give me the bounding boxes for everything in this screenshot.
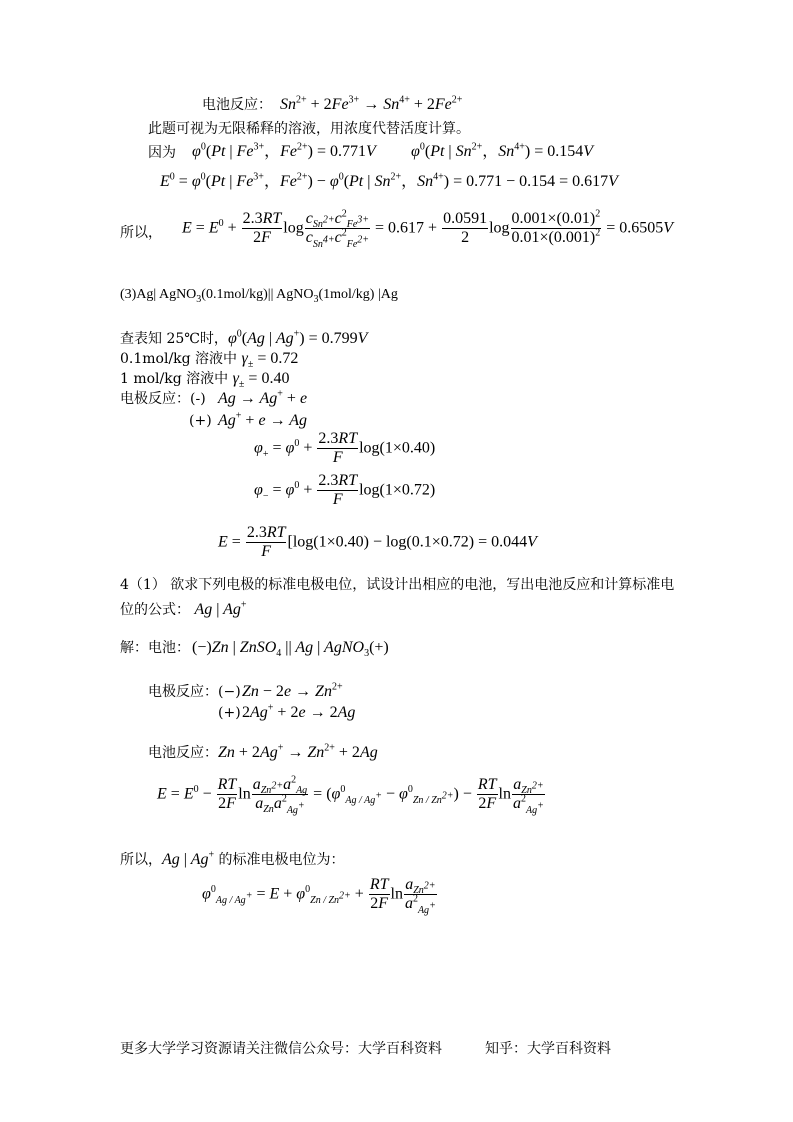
anode-reaction-ag: Ag → Ag+ + e — [218, 388, 308, 407]
standard-potential-intro: 所以，Ag | Ag+ 的标准电极电位为： — [120, 849, 345, 868]
because-label: 因为 — [148, 145, 176, 161]
cathode-reaction-ag: Ag+ + e → Ag — [218, 410, 308, 429]
phi-minus-equation: $\varphi_- = \varphi^0$ + $\frac{2.3RT}{F}$ log(1×0.72) — [254, 472, 436, 509]
ag-standard-potential-equation: $\varphi^0_{Ag / Ag^+} = E + \varphi^0_{Zn / Zn^{2+}}$ + $\frac{RT}{2F}$ ln $\frac{a_{Zn^{2+}}}{a^2_{Ag^+}}$ — [202, 876, 436, 916]
footer-zhihu: 知乎：大学百科资料 — [485, 1041, 611, 1057]
zn-ag-cell-reaction: $Zn + 2Ag^+ \to Zn^{2+} + 2Ag$ — [218, 742, 378, 761]
activity-coefficient-01: 0.1mol/kg 溶液中 $\gamma_\pm = 0.72$ — [120, 350, 299, 371]
footer-wechat: 更多大学学习资源请关注微信公众号：大学百科资料 — [120, 1041, 442, 1057]
zn-ag-cell-notation: (−)Zn | ZnSO$_4$ || Ag | AgNO$_3$(+) — [192, 639, 389, 660]
zn-electrode-label-pos: (+) — [218, 705, 241, 721]
cell-reaction-equation: $Sn^{2+} + 2Fe^{3+} \to Sn^{4+} + 2Fe^{2+}$ — [280, 94, 463, 113]
phi-plus-equation: $\varphi_+ = \varphi^0$ + $\frac{2.3RT}{F}$ log(1×0.40) — [254, 430, 436, 467]
electrode-reaction-label-neg: 电极反应：(-) — [120, 391, 206, 407]
cell-reaction-label: 电池反应： — [202, 97, 272, 113]
solution-cell-label: 解：电池： — [120, 640, 190, 656]
electrode-reaction-label-pos: (+) — [189, 413, 212, 429]
zn-ag-cell-reaction-label: 电池反应： — [148, 745, 218, 761]
question-4-1: 4（1） 欲求下列电极的标准电极电位，试设计出相应的电池，写出电池反应和计算标准电 — [120, 577, 675, 593]
therefore-label: 所以， — [120, 225, 162, 241]
table-lookup-line: 查表知 25℃时，$\varphi^0(Ag$ | Ag+) = 0.799V — [120, 328, 368, 347]
concentration-cell-emf: E = $\frac{2.3RT}{F}$ [log(1×0.40) − log(0.1×0.72) = 0.044V — [218, 524, 537, 561]
zn-ag-nernst-equation: $E = E^0$ − $\frac{RT}{2F}$ ln $\frac{a_{Zn^{2+}}a^2_{Ag}}{a_{Zn}a^2_{Ag^+}}$ = $(\varphi^0_{Ag / Ag^+} - \varphi^0_{Zn / Zn^{2+}})$ − $\frac{RT}{2F}$ ln $\frac{a_{Zn^{2+}}}{a^2_{Ag^+}}$ — [157, 774, 544, 816]
standard-emf-equation: $E^0 = \varphi^0(Pt$ | $Fe^{3+}$，$Fe^{2+}) - \varphi^0(Pt$ | $Sn^{2+}$，$Sn^{4+}) = 0.771 - 0.154 = 0.617V$ — [160, 171, 618, 190]
zn-anode-reaction: $Zn - 2e \to Zn^{2+}$ — [242, 681, 343, 700]
activity-coefficient-1: 1 mol/kg 溶液中 $\gamma_\pm = 0.40$ — [120, 370, 290, 391]
phi-sn-equation: $\varphi^0(Pt$ | $Sn^{2+}$，$Sn^{4+}) = 0.154V$ — [411, 141, 594, 160]
cell-notation-3: (3)Ag| AgNO$_3$(0.1mol/kg)|| AgNO$_3$(1mol/kg) |Ag — [120, 287, 398, 305]
ag-cathode-reaction: 2Ag+ + 2e → 2Ag — [242, 702, 356, 721]
dilute-solution-note: 此题可视为无限稀释的溶液，用浓度代替活度计算。 — [148, 121, 470, 137]
phi-fe-equation: $\varphi^0(Pt$ | $Fe^{3+}$，$Fe^{2+}) = 0.771V$ — [192, 141, 376, 160]
zn-electrode-label-neg: 电极反应：(−) — [148, 684, 241, 700]
nernst-sn-fe-equation: $E = E^0$ + $\frac{2.3RT}{2F}$ log $\frac{c_{Sn^{2+}}c^2_{Fe^{3+}}}{c_{Sn^{4+}}c^2_{Fe^{2+}}}$ = 0.617 + $\frac{0.0591}{2}$ log $\frac{0.001\times(0.01)^2}{0.01\times(0.001)^2}$ = 0.6505V — [182, 208, 674, 250]
question-4-1-cont: 位的公式： Ag | Ag+ — [120, 599, 247, 618]
